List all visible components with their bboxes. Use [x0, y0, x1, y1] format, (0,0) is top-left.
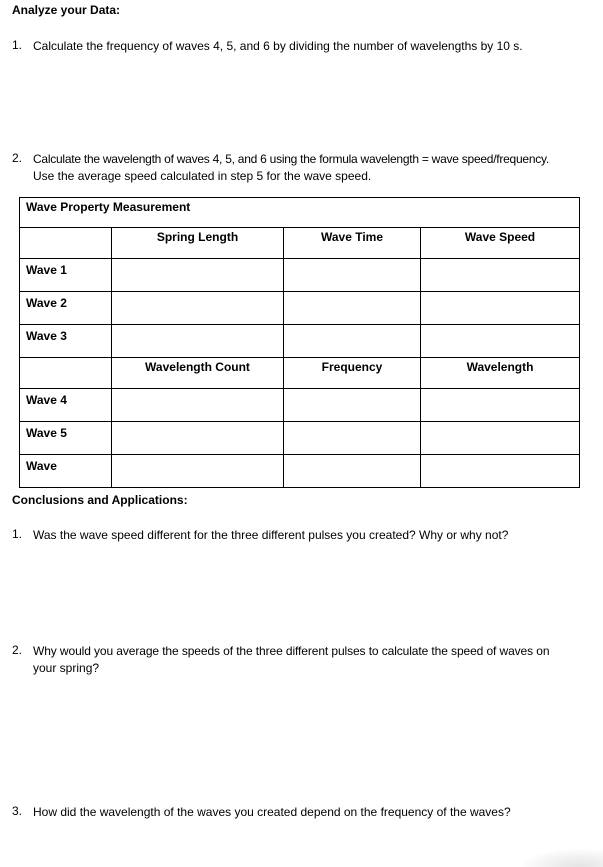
table-cell[interactable] — [421, 455, 580, 488]
table-cell[interactable] — [112, 259, 284, 292]
table-cell[interactable] — [421, 292, 580, 325]
table-row — [20, 259, 580, 292]
col-header-spring-length: Spring Length — [112, 228, 284, 259]
col-header-wave-speed: Wave Speed — [421, 228, 580, 259]
conclusions-q2-number: 2. — [12, 643, 23, 657]
col-header-frequency: Frequency — [284, 358, 421, 389]
table-row — [20, 455, 580, 488]
table-row — [20, 422, 580, 455]
table-cell[interactable] — [284, 389, 421, 422]
table-cell — [20, 228, 112, 259]
row-label-wave-1: Wave 1 — [20, 259, 112, 292]
table-cell[interactable] — [284, 325, 421, 358]
conclusions-q3-text: How did the wavelength of the waves you created depend on the frequency of the waves? — [33, 805, 511, 819]
table-header-row — [20, 358, 580, 389]
conclusions-q1-text: Was the wave speed different for the three different pulses you created? Why or why not? — [33, 528, 509, 542]
table-cell[interactable] — [112, 389, 284, 422]
row-label-wave-3: Wave 3 — [20, 325, 112, 358]
table-cell[interactable] — [421, 422, 580, 455]
table-cell[interactable] — [112, 325, 284, 358]
analyze-q2-number: 2. — [12, 151, 23, 165]
wave-property-table — [19, 197, 580, 488]
table-cell[interactable] — [284, 259, 421, 292]
analyze-q2-line2: Use the average speed calculated in step 5 for the wave speed. — [33, 169, 372, 183]
conclusions-heading: Conclusions and Applications: — [12, 493, 188, 507]
table-title: Wave Property Measurement — [20, 198, 580, 228]
row-label-wave-6: Wave — [20, 455, 112, 488]
analyze-q1-text: Calculate the frequency of waves 4, 5, and 6 by dividing the number of wavelengths by 10 s. — [33, 39, 523, 53]
table-cell[interactable] — [421, 389, 580, 422]
table-header-row — [20, 228, 580, 259]
analyze-q2-line1: Calculate the wavelength of waves 4, 5, and 6 using the formula wavelength = wave speed/frequency. — [33, 152, 549, 166]
analyze-heading: Analyze your Data: — [12, 3, 121, 17]
col-header-wave-time: Wave Time — [284, 228, 421, 259]
table-cell[interactable] — [112, 292, 284, 325]
table-cell — [20, 358, 112, 389]
col-header-wavelength-count: Wavelength Count — [112, 358, 284, 389]
table-cell[interactable] — [421, 325, 580, 358]
col-header-wavelength: Wavelength — [421, 358, 580, 389]
analyze-q1-number: 1. — [12, 38, 23, 52]
conclusions-q2-line1: Why would you average the speeds of the three different pulses to calculate the speed of waves on — [33, 644, 550, 658]
table-cell[interactable] — [284, 422, 421, 455]
row-label-wave-2: Wave 2 — [20, 292, 112, 325]
row-label-wave-4: Wave 4 — [20, 389, 112, 422]
page-corner-shadow — [523, 849, 603, 867]
conclusions-q3-number: 3. — [12, 804, 23, 818]
table-cell[interactable] — [112, 455, 284, 488]
table-row — [20, 325, 580, 358]
row-label-wave-5: Wave 5 — [20, 422, 112, 455]
conclusions-q2-line2: your spring? — [33, 661, 100, 675]
table-cell[interactable] — [421, 259, 580, 292]
table-cell[interactable] — [284, 292, 421, 325]
conclusions-q1-number: 1. — [12, 527, 23, 541]
analyze-q2-text — [33, 151, 549, 185]
table-cell[interactable] — [112, 422, 284, 455]
table-row — [20, 292, 580, 325]
conclusions-q2-text — [33, 643, 549, 677]
table-cell[interactable] — [284, 455, 421, 488]
table-row — [20, 389, 580, 422]
